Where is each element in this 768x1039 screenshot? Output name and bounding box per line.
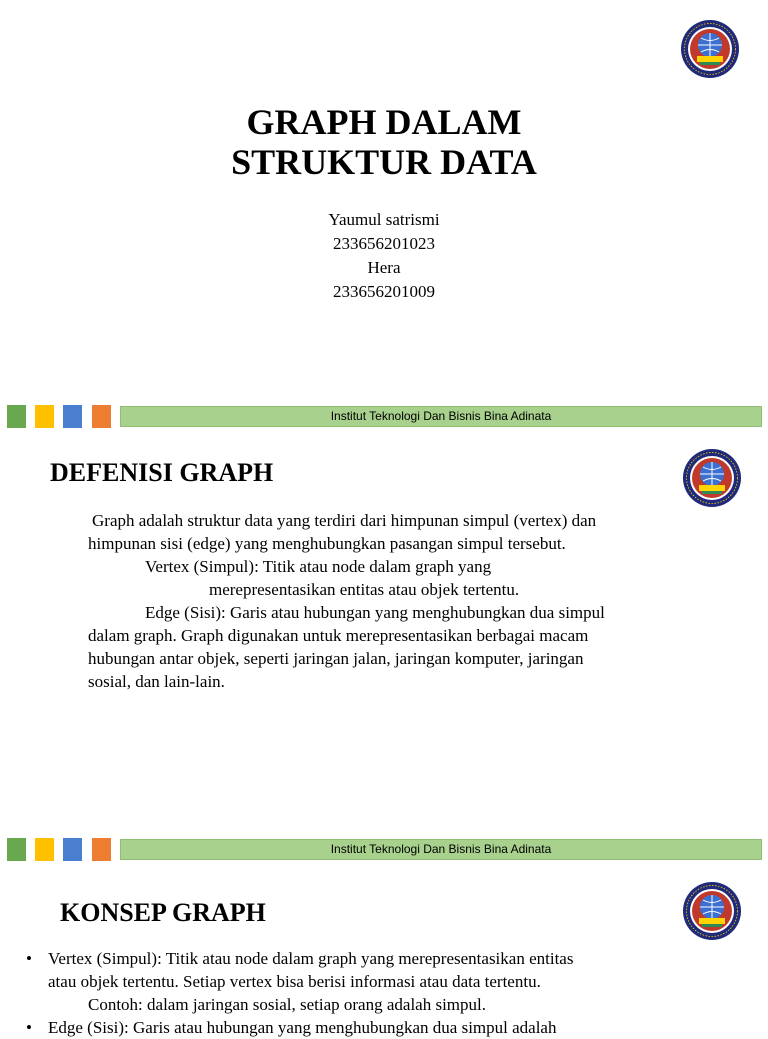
slide-footer xyxy=(0,405,768,429)
text-line: hubungan antar objek, seperti jaringan jalan, jaringan komputer, jaringan xyxy=(88,649,584,668)
author-block xyxy=(0,208,768,304)
footer-institute-band: Institut Teknologi Dan Bisnis Bina Adinata xyxy=(120,839,762,860)
text-line: Edge (Sisi): Garis atau hubungan yang menghubungkan dua simpul xyxy=(145,603,605,622)
text-line: Graph adalah struktur data yang terdiri dari himpunan simpul (vertex) dan xyxy=(92,511,597,530)
list-item xyxy=(26,1016,573,1039)
text-line: sosial, dan lain-lain. xyxy=(88,672,225,691)
definition-slide xyxy=(0,432,768,864)
text-line: Contoh: dalam jaringan sosial, setiap orang adalah simpul. xyxy=(88,995,486,1014)
text-line: merepresentasikan entitas atau objek tertentu. xyxy=(209,580,520,599)
presentation-title xyxy=(0,102,768,182)
text-line: Vertex (Simpul): Titik atau node dalam graph yang xyxy=(145,557,492,576)
footer-square-orange xyxy=(92,405,111,428)
footer-square-green xyxy=(7,838,26,861)
slide-footer xyxy=(0,838,768,862)
title-slide xyxy=(0,0,768,432)
footer-square-yellow xyxy=(35,838,54,861)
footer-square-blue xyxy=(63,838,82,861)
definition-paragraph xyxy=(88,509,605,693)
text-line: himpunan sisi (edge) yang menghubungkan pasangan simpul tersebut. xyxy=(88,534,566,553)
bullet-icon: • xyxy=(26,1018,32,1037)
institute-logo-icon xyxy=(682,881,742,941)
author-name-2: Hera xyxy=(367,258,401,277)
author-id-1: 233656201023 xyxy=(333,234,435,253)
footer-institute-band: Institut Teknologi Dan Bisnis Bina Adinata xyxy=(120,406,762,427)
list-item xyxy=(26,947,573,1016)
text-line: Edge (Sisi): Garis atau hubungan yang menghubungkan dua simpul adalah xyxy=(48,1018,557,1037)
section-heading: KONSEP GRAPH xyxy=(60,898,266,927)
title-line-1: GRAPH DALAM xyxy=(246,102,522,142)
text-line: dalam graph. Graph digunakan untuk merepresentasikan berbagai macam xyxy=(88,626,589,645)
footer-square-orange xyxy=(92,838,111,861)
institute-logo-icon xyxy=(680,19,740,79)
text-line: atau objek tertentu. Setiap vertex bisa berisi informasi atau data tertentu. xyxy=(48,972,541,991)
bullet-icon: • xyxy=(26,949,32,968)
footer-square-yellow xyxy=(35,405,54,428)
title-line-2: STRUKTUR DATA xyxy=(231,142,537,182)
footer-square-blue xyxy=(63,405,82,428)
author-name-1: Yaumul satrismi xyxy=(328,210,440,229)
concept-slide xyxy=(0,864,768,1037)
section-heading: DEFENISI GRAPH xyxy=(50,458,274,487)
concept-bullet-list xyxy=(26,947,573,1039)
footer-square-green xyxy=(7,405,26,428)
author-id-2: 233656201009 xyxy=(333,282,435,301)
institute-logo-icon xyxy=(682,448,742,508)
text-line: Vertex (Simpul): Titik atau node dalam graph yang merepresentasikan entitas xyxy=(48,949,574,968)
